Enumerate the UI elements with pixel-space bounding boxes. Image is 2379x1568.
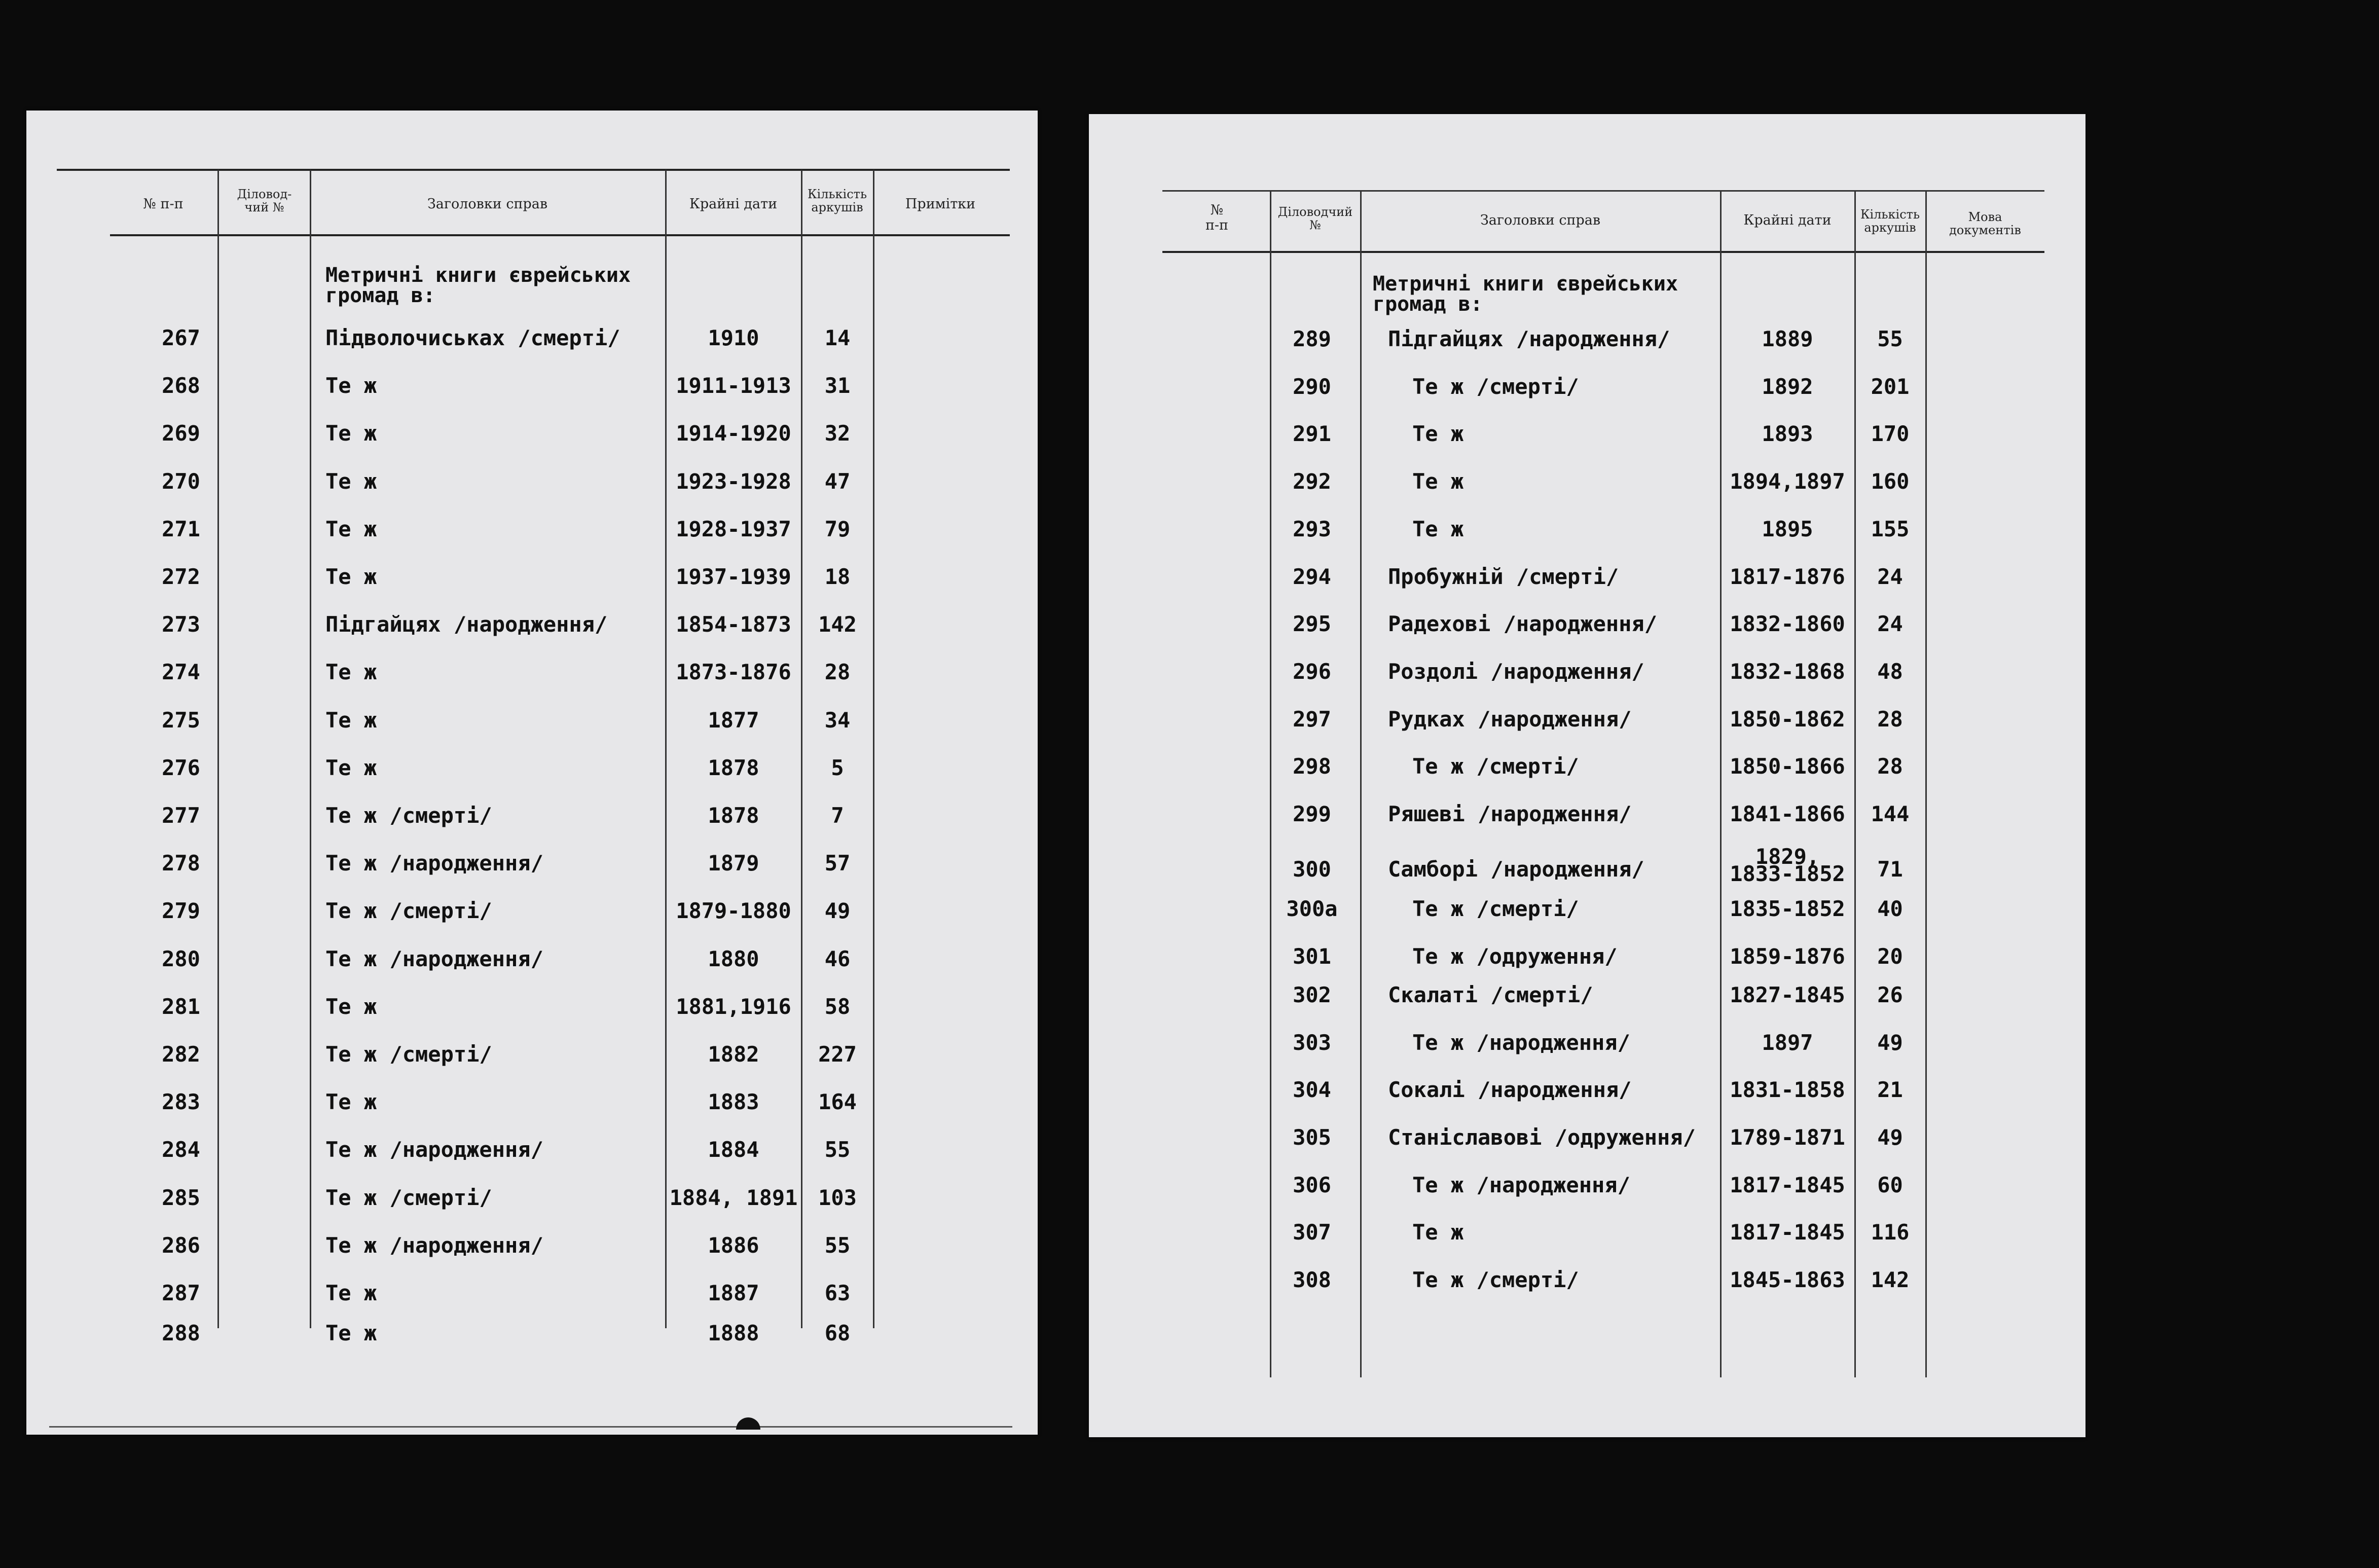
row-number: 275	[162, 707, 200, 733]
row-sheet-count: 142	[818, 612, 857, 637]
row-sheet-count: 49	[1877, 1124, 1903, 1150]
row-number: 272	[162, 564, 200, 589]
row-dates: 1859-1876	[1730, 944, 1845, 969]
row-title: Те ж	[325, 421, 377, 446]
row-number: 268	[162, 373, 200, 398]
header-sheet-count: Кількість аркушів	[1860, 207, 1920, 235]
row-title: Те ж	[325, 1281, 377, 1305]
row-dates: 1845-1863	[1730, 1267, 1845, 1292]
row-sheet-count: 28	[824, 660, 851, 685]
row-title: Роздолі /народження/	[1388, 659, 1644, 684]
row-dates: 1897	[1762, 1030, 1813, 1055]
row-dates: 1832-1860	[1730, 611, 1845, 637]
row-sheet-count: 103	[818, 1185, 857, 1210]
header-language: Мова документів	[1949, 210, 2021, 237]
row-sheet-count: 34	[824, 707, 851, 733]
row-dates: 1894,1897	[1730, 469, 1845, 494]
row-sheet-count: 14	[824, 325, 851, 350]
row-dates: 1841-1866	[1730, 801, 1845, 826]
row-number: 293	[1293, 516, 1331, 541]
row-dates: 1827-1845	[1730, 982, 1845, 1007]
header-titles: Заголовки справ	[1480, 212, 1601, 228]
row-title: Те ж /народження/	[325, 946, 543, 971]
row-number: 279	[162, 898, 200, 924]
row-title: Те ж /народження/	[325, 1232, 543, 1258]
row-title: Підгайцях /народження/	[1388, 326, 1670, 351]
row-sheet-count: 40	[1877, 896, 1903, 922]
row-title: Те ж /смерті/	[1412, 1267, 1579, 1292]
row-title: Те ж /народження/	[325, 851, 543, 876]
row-title: Те ж /одруження/	[1412, 944, 1618, 969]
header-dates: Крайні дати	[1743, 212, 1832, 228]
header-number: № п-п	[1205, 202, 1229, 233]
row-title: Те ж /смерті/	[325, 803, 492, 828]
row-sheet-count: 170	[1871, 421, 1910, 447]
row-dates: 1789-1871	[1730, 1124, 1845, 1150]
row-title: Те ж /народження/	[1412, 1172, 1630, 1197]
row-dates: 1910	[708, 325, 759, 350]
row-title: Те ж /народження/	[1412, 1030, 1630, 1055]
row-sheet-count: 55	[824, 1137, 851, 1162]
column-divider	[1360, 191, 1362, 1377]
column-divider	[873, 170, 874, 1328]
row-dates: 1937-1939	[676, 564, 791, 589]
row-sheet-count: 5	[831, 755, 844, 780]
column-divider	[217, 170, 219, 1328]
row-title: Те ж	[325, 564, 377, 589]
row-dates: 1893	[1762, 421, 1813, 447]
row-number: 297	[1293, 706, 1331, 732]
row-dates: 1884	[708, 1137, 759, 1162]
bottom-rule	[49, 1426, 1012, 1428]
row-sheet-count: 63	[824, 1281, 851, 1305]
row-dates: 1877	[708, 707, 759, 733]
row-dates: 1886	[708, 1232, 759, 1258]
row-title: Те ж /смерті/	[325, 898, 492, 924]
row-dates: 1878	[708, 803, 759, 828]
row-title: Радехові /народження/	[1388, 611, 1658, 637]
row-number: 300а	[1286, 896, 1338, 922]
row-sheet-count: 57	[824, 851, 851, 876]
row-title: Те ж	[1412, 469, 1464, 494]
row-title: Підгайцях /народження/	[325, 612, 608, 637]
row-dates: 1817-1845	[1730, 1172, 1845, 1197]
row-number: 284	[162, 1137, 200, 1162]
row-title: Те ж	[325, 707, 377, 733]
row-title: Те ж	[1412, 516, 1464, 541]
row-number: 286	[162, 1232, 200, 1258]
section-title: Метричні книги єврейських громад в:	[325, 264, 631, 307]
row-dates: 1892	[1762, 374, 1813, 399]
row-title: Те ж	[325, 1089, 377, 1115]
row-number: 276	[162, 755, 200, 780]
row-number: 296	[1293, 659, 1331, 684]
row-dates: 1911-1913	[676, 373, 791, 398]
row-sheet-count: 58	[824, 994, 851, 1019]
ink-blot	[736, 1417, 760, 1430]
row-number: 280	[162, 946, 200, 971]
row-sheet-count: 144	[1871, 801, 1910, 826]
row-number: 285	[162, 1185, 200, 1210]
row-title: Те ж	[325, 468, 377, 494]
row-dates: 1887	[708, 1281, 759, 1305]
row-number: 299	[1293, 801, 1331, 826]
row-number: 301	[1293, 944, 1331, 969]
row-number: 295	[1293, 611, 1331, 637]
row-title: Станіславові /одруження/	[1388, 1124, 1696, 1150]
left-page	[26, 111, 1038, 1435]
column-divider	[310, 170, 311, 1328]
row-number: 289	[1293, 326, 1331, 351]
row-title: Те ж	[325, 1321, 377, 1346]
row-sheet-count: 31	[824, 373, 851, 398]
row-title: Те ж /смерті/	[1412, 754, 1579, 779]
row-title: Те ж	[325, 660, 377, 685]
row-sheet-count: 201	[1871, 374, 1910, 399]
row-number: 304	[1293, 1077, 1331, 1103]
header-clerk-number: Діловод- чий №	[237, 187, 292, 214]
row-title: Скалаті /смерті/	[1388, 982, 1593, 1007]
header-sheet-count: Кількість аркушів	[807, 187, 867, 214]
row-number: 306	[1293, 1172, 1331, 1197]
row-sheet-count: 227	[818, 1042, 857, 1067]
row-dates: 1883	[708, 1089, 759, 1115]
row-number: 283	[162, 1089, 200, 1115]
row-number: 278	[162, 851, 200, 876]
row-number: 298	[1293, 754, 1331, 779]
row-title: Те ж	[325, 994, 377, 1019]
row-dates: 1835-1852	[1730, 896, 1845, 922]
row-title: Те ж /народження/	[325, 1137, 543, 1162]
row-dates: 1850-1862	[1730, 706, 1845, 732]
row-sheet-count: 32	[824, 421, 851, 446]
row-dates: 1854-1873	[676, 612, 791, 637]
row-sheet-count: 48	[1877, 659, 1903, 684]
row-dates: 1880	[708, 946, 759, 971]
row-number: 303	[1293, 1030, 1331, 1055]
row-dates: 1895	[1762, 516, 1813, 541]
row-sheet-count: 55	[824, 1232, 851, 1258]
row-title: Пробужній /смерті/	[1388, 564, 1619, 589]
row-title: Те ж	[1412, 1220, 1464, 1245]
row-sheet-count: 28	[1877, 754, 1903, 779]
row-sheet-count: 7	[831, 803, 844, 828]
row-dates: 1888	[708, 1321, 759, 1346]
row-dates: 1879-1880	[676, 898, 791, 924]
row-sheet-count: 21	[1877, 1077, 1903, 1103]
row-dates: 1882	[708, 1042, 759, 1067]
row-title: Те ж /смерті/	[325, 1185, 492, 1210]
header-titles: Заголовки справ	[427, 196, 548, 212]
row-sheet-count: 71	[1877, 856, 1903, 882]
row-sheet-count: 116	[1871, 1220, 1910, 1245]
row-sheet-count: 60	[1877, 1172, 1903, 1197]
row-title: Те ж /смерті/	[325, 1042, 492, 1067]
row-sheet-count: 24	[1877, 611, 1903, 637]
row-title: Рудках /народження/	[1388, 706, 1632, 732]
row-title: Підволочиськах /смерті/	[325, 325, 620, 350]
row-number: 290	[1293, 374, 1331, 399]
row-sheet-count: 79	[824, 516, 851, 541]
row-sheet-count: 142	[1871, 1267, 1910, 1292]
row-number: 273	[162, 612, 200, 637]
row-sheet-count: 18	[824, 564, 851, 589]
row-sheet-count: 26	[1877, 982, 1903, 1007]
row-sheet-count: 47	[824, 468, 851, 494]
row-dates: 1889	[1762, 326, 1813, 351]
row-number: 274	[162, 660, 200, 685]
row-number: 305	[1293, 1124, 1331, 1150]
row-number: 270	[162, 468, 200, 494]
header-bottom-rule	[1162, 251, 2044, 253]
row-sheet-count: 49	[824, 898, 851, 924]
row-sheet-count: 49	[1877, 1030, 1903, 1055]
row-dates: 1884, 1891	[669, 1185, 798, 1210]
column-divider	[1720, 191, 1722, 1377]
row-dates: 1928-1937	[676, 516, 791, 541]
row-sheet-count: 55	[1877, 326, 1903, 351]
row-number: 300	[1293, 856, 1331, 882]
row-title: Те ж	[325, 755, 377, 780]
row-number: 291	[1293, 421, 1331, 447]
row-dates: 1829, 1833-1852	[1730, 844, 1845, 886]
row-number: 269	[162, 421, 200, 446]
right-page	[1089, 114, 2085, 1437]
row-number: 308	[1293, 1267, 1331, 1292]
row-number: 302	[1293, 982, 1331, 1007]
row-number: 277	[162, 803, 200, 828]
row-dates: 1850-1866	[1730, 754, 1845, 779]
row-sheet-count: 155	[1871, 516, 1910, 541]
row-number: 271	[162, 516, 200, 541]
row-title: Ряшеві /народження/	[1388, 801, 1632, 826]
row-dates: 1832-1868	[1730, 659, 1845, 684]
row-number: 282	[162, 1042, 200, 1067]
header-number: № п-п	[143, 196, 184, 212]
row-dates: 1881,1916	[676, 994, 791, 1019]
row-sheet-count: 68	[824, 1321, 851, 1346]
header-bottom-rule	[110, 234, 1010, 236]
row-dates: 1831-1858	[1730, 1077, 1845, 1103]
header-dates: Крайні дати	[689, 196, 778, 212]
row-dates: 1923-1928	[676, 468, 791, 494]
row-title: Те ж	[325, 373, 377, 398]
row-dates: 1914-1920	[676, 421, 791, 446]
column-divider	[665, 170, 667, 1328]
header-notes: Примітки	[905, 196, 976, 212]
row-title: Самборі /народження/	[1388, 856, 1644, 882]
row-number: 281	[162, 994, 200, 1019]
row-title: Сокалі /народження/	[1388, 1077, 1632, 1103]
row-title: Те ж /смерті/	[1412, 896, 1579, 922]
row-number: 292	[1293, 469, 1331, 494]
row-sheet-count: 164	[818, 1089, 857, 1115]
column-divider	[1854, 191, 1856, 1377]
row-title: Те ж /смерті/	[1412, 374, 1579, 399]
row-sheet-count: 20	[1877, 944, 1903, 969]
header-clerk-number: Діловодчий №	[1277, 205, 1353, 232]
row-number: 267	[162, 325, 200, 350]
row-dates: 1817-1876	[1730, 564, 1845, 589]
row-dates: 1817-1845	[1730, 1220, 1845, 1245]
row-number: 287	[162, 1281, 200, 1305]
row-dates: 1879	[708, 851, 759, 876]
row-sheet-count: 24	[1877, 564, 1903, 589]
header-top-rule	[1162, 190, 2044, 192]
row-number: 307	[1293, 1220, 1331, 1245]
row-sheet-count: 28	[1877, 706, 1903, 732]
header-top-rule	[57, 169, 1010, 171]
row-sheet-count: 160	[1871, 469, 1910, 494]
column-divider	[1925, 191, 1927, 1377]
row-title: Те ж	[1412, 421, 1464, 447]
row-sheet-count: 46	[824, 946, 851, 971]
row-dates: 1873-1876	[676, 660, 791, 685]
row-number: 288	[162, 1321, 200, 1346]
row-dates: 1878	[708, 755, 759, 780]
row-number: 294	[1293, 564, 1331, 589]
row-title: Те ж	[325, 516, 377, 541]
section-title: Метричні книги єврейських громад в:	[1373, 272, 1678, 316]
column-divider	[1270, 191, 1271, 1377]
